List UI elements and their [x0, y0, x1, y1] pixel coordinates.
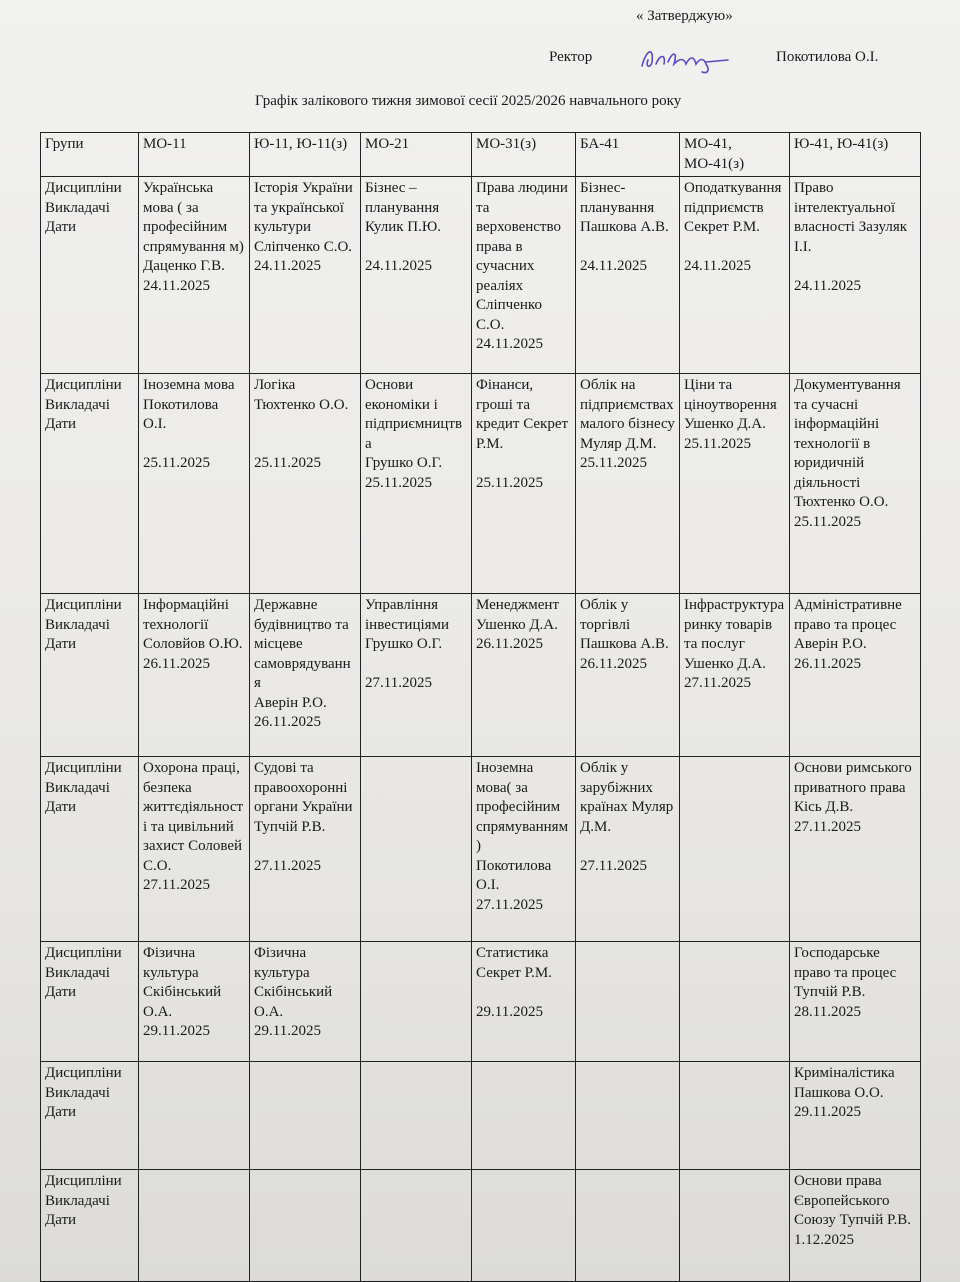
table-cell: Фізична культура Скібінський О.А. 29.11.2025 — [139, 942, 250, 1062]
table-cell — [576, 942, 680, 1062]
table-cell — [576, 1170, 680, 1282]
table-row — [41, 594, 921, 757]
table-cell: Історія України та української культури Сліпченко С.О. 24.11.2025 — [250, 177, 361, 374]
table-cell — [361, 942, 472, 1062]
rector-signature — [636, 40, 731, 76]
row-label: Дисципліни Викладачі Дати — [41, 594, 139, 757]
table-cell — [576, 1062, 680, 1170]
table-cell — [680, 1062, 790, 1170]
group-header: Ю-41, Ю-41(з) — [790, 133, 921, 177]
table-cell: Інформаційні технології Соловйов О.Ю. 26.11.2025 — [139, 594, 250, 757]
table-cell — [472, 1170, 576, 1282]
group-header: МО-41, МО-41(з) — [680, 133, 790, 177]
table-cell: Права людини та верховенство права в сучасних реаліях Сліпченко С.О. 24.11.2025 — [472, 177, 576, 374]
table-cell: Основи економіки і підприємництва Грушко О.Г. 25.11.2025 — [361, 374, 472, 594]
table-cell: Логіка Тюхтенко О.О. 25.11.2025 — [250, 374, 361, 594]
row-label: Дисципліни Викладачі Дати — [41, 942, 139, 1062]
header-row — [41, 133, 921, 177]
rector-name: Покотилова О.І. — [776, 49, 879, 65]
table-cell: Фізична культура Скібінський О.А. 29.11.2025 — [250, 942, 361, 1062]
table-cell: Статистика Секрет Р.М. 29.11.2025 — [472, 942, 576, 1062]
table-cell: Управління інвестиціями Грушко О.Г. 27.11.2025 — [361, 594, 472, 757]
table-cell: Українська мова ( за професійним спрямування м) Даценко Г.В. 24.11.2025 — [139, 177, 250, 374]
document-title: Графік залікового тижня зимової сесії 2025/2026 навчального року — [255, 93, 682, 109]
table-cell — [361, 1170, 472, 1282]
table-cell — [680, 942, 790, 1062]
row-label: Дисципліни Викладачі Дати — [41, 374, 139, 594]
table-cell: Оподаткування підприємств Секрет Р.М. 24.11.2025 — [680, 177, 790, 374]
table-cell: Документування та сучасні інформаційні технології в юридичній діяльності Тюхтенко О.О. 25.11.2025 — [790, 374, 921, 594]
table-cell: Криміналістика Пашкова О.О. 29.11.2025 — [790, 1062, 921, 1170]
table-cell: Облік у зарубіжних країнах Муляр Д.М. 27.11.2025 — [576, 757, 680, 942]
table-row — [41, 374, 921, 594]
table-cell: Право інтелектуальної власності Зазуляк І.І. 24.11.2025 — [790, 177, 921, 374]
table-cell: Бізнес-планування Пашкова А.В. 24.11.2025 — [576, 177, 680, 374]
table-row — [41, 942, 921, 1062]
table-cell — [361, 1062, 472, 1170]
table-cell: Облік у торгівлі Пашкова А.В. 26.11.2025 — [576, 594, 680, 757]
table-row — [41, 1062, 921, 1170]
table-cell — [250, 1170, 361, 1282]
row-label: Дисципліни Викладачі Дати — [41, 757, 139, 942]
table-cell — [680, 757, 790, 942]
group-header: МО-31(з) — [472, 133, 576, 177]
table-cell: Менеджмент Ушенко Д.А. 26.11.2025 — [472, 594, 576, 757]
row-label: Дисципліни Викладачі Дати — [41, 1062, 139, 1170]
table-cell — [139, 1170, 250, 1282]
table-cell: Облік на підприємствах малого бізнесу Муляр Д.М. 25.11.2025 — [576, 374, 680, 594]
table-cell — [139, 1062, 250, 1170]
table-cell: Адміністративне право та процес Аверін Р.О. 26.11.2025 — [790, 594, 921, 757]
table-cell — [250, 1062, 361, 1170]
table-cell: Іноземна мова( за професійним спрямуванням) Покотилова О.І. 27.11.2025 — [472, 757, 576, 942]
table-row — [41, 757, 921, 942]
table-cell — [472, 1062, 576, 1170]
table-cell: Охорона праці, безпека життєдіяльності та цивільний захист Соловей С.О. 27.11.2025 — [139, 757, 250, 942]
table-cell: Господарське право та процес Тупчій Р.В. 28.11.2025 — [790, 942, 921, 1062]
group-header: Ю-11, Ю-11(з) — [250, 133, 361, 177]
table-cell: Іноземна мова Покотилова О.І. 25.11.2025 — [139, 374, 250, 594]
table-row — [41, 1170, 921, 1282]
table-cell — [680, 1170, 790, 1282]
row-label: Дисципліни Викладачі Дати — [41, 1170, 139, 1282]
rector-label: Ректор — [549, 49, 593, 65]
table-cell — [361, 757, 472, 942]
group-header: БА-41 — [576, 133, 680, 177]
table-cell: Основи права Європейського Союзу Тупчій Р.В. 1.12.2025 — [790, 1170, 921, 1282]
table-cell: Ціни та ціноутворення Ушенко Д.А. 25.11.2025 — [680, 374, 790, 594]
table-cell: Інфраструктура ринку товарів та послуг Ушенко Д.А. 27.11.2025 — [680, 594, 790, 757]
table-row — [41, 177, 921, 374]
table-cell: Фінанси, гроші та кредит Секрет Р.М. 25.11.2025 — [472, 374, 576, 594]
row-label: Дисципліни Викладачі Дати — [41, 177, 139, 374]
approval-stamp-text: « Затверджую» — [636, 8, 733, 24]
table-cell: Судові та правоохоронні органи України Тупчій Р.В. 27.11.2025 — [250, 757, 361, 942]
schedule-table — [40, 132, 921, 1282]
table-cell: Бізнес – планування Кулик П.Ю. 24.11.2025 — [361, 177, 472, 374]
table-cell: Основи римського приватного права Кісь Д.В. 27.11.2025 — [790, 757, 921, 942]
group-header: МО-11 — [139, 133, 250, 177]
groups-label: Групи — [41, 133, 139, 177]
group-header: МО-21 — [361, 133, 472, 177]
table-cell: Державне будівництво та місцеве самоврядування Аверін Р.О. 26.11.2025 — [250, 594, 361, 757]
